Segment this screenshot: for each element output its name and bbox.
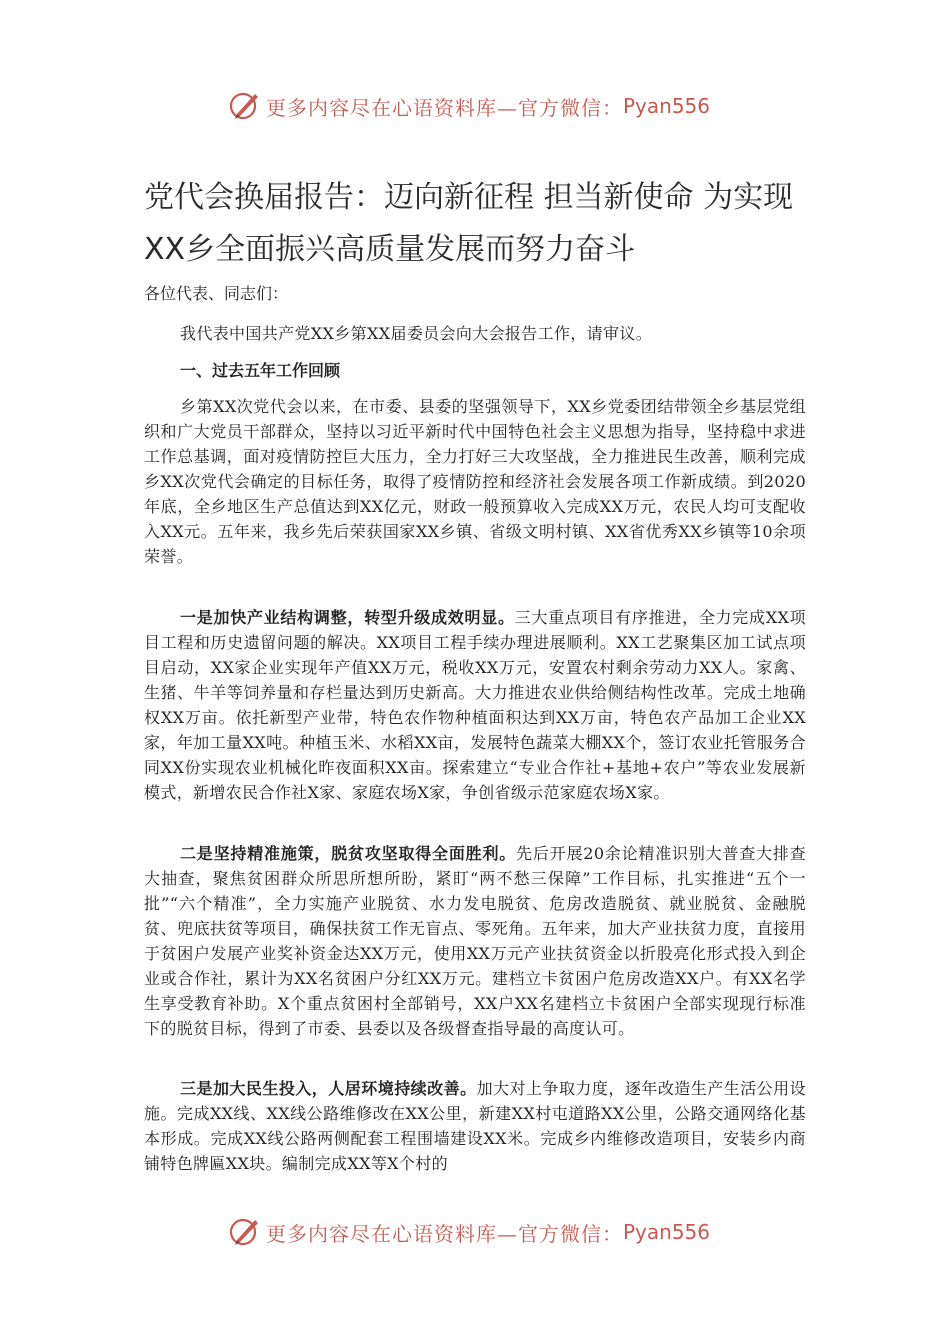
paragraph-body: 加大对上争取力度，逐年改造生产生活公用设施。完成XX线、XX线公路维修改在XX公里，新建XX村屯道路XX公里，公路交通网络化基本形成。完成XX线公路两侧配套工程围墙建设XX米。完成乡内维修改造项目，安装乡内商铺特色牌匾XX块。编制完成XX等X个村的 <box>144 1079 806 1173</box>
paragraph-lead: 一是加快产业结构调整，转型升级成效明显。 <box>180 608 515 627</box>
watermark-top <box>228 86 710 126</box>
paragraph-review: 乡第XX次党代会以来，在市委、县委的坚强领导下，XX乡党委团结带领全乡基层党组织和广大党员干部群众，坚持以习近平新时代中国特色社会主义思想为指导，坚持稳中求进工作总基调，面对疫情防控巨大压力，全力打好三大攻坚战，全力推进民生改善，顺利完成乡XX次党代会确定的目标任务，取得了疫情防控和经济社会发展各项工作新成绩。到2020年底，全乡地区生产总值达到XX亿元，财政一般预算收入完成XX万元，农民人均可支配收入XX元。五年来，我乡先后荣获国家XX乡镇、省级文明村镇、XX省优秀XX乡镇等10余项荣誉。 <box>144 397 806 566</box>
watermark-text: 更多内容尽在心语资料库—官方微信： <box>266 1221 623 1246</box>
paragraph-poverty <box>144 841 806 1041</box>
document-title: 党代会换届报告：迈向新征程 担当新使命 为实现XX乡全面振兴高质量发展而努力奋斗 <box>144 180 794 267</box>
paragraph-body: 三大重点项目有序推进，全力完成XX项目工程和历史遗留问题的解决。XX项目工程手续办理进展顺利。XX工艺聚集区加工试点项目启动，XX家企业实现年产值XX万元，税收XX万元，安置农村剩余劳动力XX人。家禽、生猪、牛羊等饲养量和存栏量达到历史新高。大力推进农业供给侧结构性改革。完成土地确权XX万亩。依托新型产业带，特色农作物种植面积达到XX万亩，特色农产品加工企业XX家，年加工量XX吨。种植玉米、水稻XX亩，发展特色蔬菜大棚XX个，签订农业托管服务合同XX份实现农业机械化昨夜面积XX亩。探索建立“专业合作社+基地+农户”等农业发展新模式，新增农民合作社X家、家庭农场X家，争创省级示范家庭农场X家。 <box>144 608 806 802</box>
paragraph-livelihood <box>144 1076 806 1176</box>
quill-logo-icon <box>228 1215 262 1249</box>
paragraph-industry <box>144 605 806 805</box>
salutation: 各位代表、同志们： <box>144 284 289 303</box>
watermark-bottom <box>228 1212 710 1252</box>
watermark-id: Pyan556 <box>623 1220 711 1244</box>
watermark-text: 更多内容尽在心语资料库—官方微信： <box>266 95 623 120</box>
quill-logo-icon <box>228 89 262 123</box>
intro-paragraph: 我代表中国共产党XX乡第XX届委员会向大会报告工作，请审议。 <box>180 324 653 343</box>
paragraph-lead: 三是加大民生投入，人居环境持续改善。 <box>180 1079 477 1098</box>
section-heading: 一、过去五年工作回顾 <box>180 361 341 380</box>
paragraph-body: 先后开展20余论精准识别大普查大排查大抽查，聚焦贫困群众所思所想所盼，紧盯“两不愁三保障”工作目标，扎实推进“五个一批”“六个精准”，全力实施产业脱贫、水力发电脱贫、危房改造脱贫、就业脱贫、金融脱贫、兜底扶贫等项目，确保扶贫工作无盲点、零死角。五年来，加大产业扶贫力度，直接用于贫困户发展产业奖补资金达XX万元，使用XX万元产业扶贫资金以折股亮化形式投入到企业或合作社，累计为XX名贫困户分红XX万元。建档立卡贫困户危房改造XX户。有XX名学生享受教育补助。X个重点贫困村全部销号，XX户XX名建档立卡贫困户全部实现现行标准下的脱贫目标，得到了市委、县委以及各级督查指导最的高度认可。 <box>144 844 806 1038</box>
paragraph-lead: 二是坚持精准施策，脱贫攻坚取得全面胜利。 <box>180 844 517 863</box>
watermark-id: Pyan556 <box>623 94 711 118</box>
